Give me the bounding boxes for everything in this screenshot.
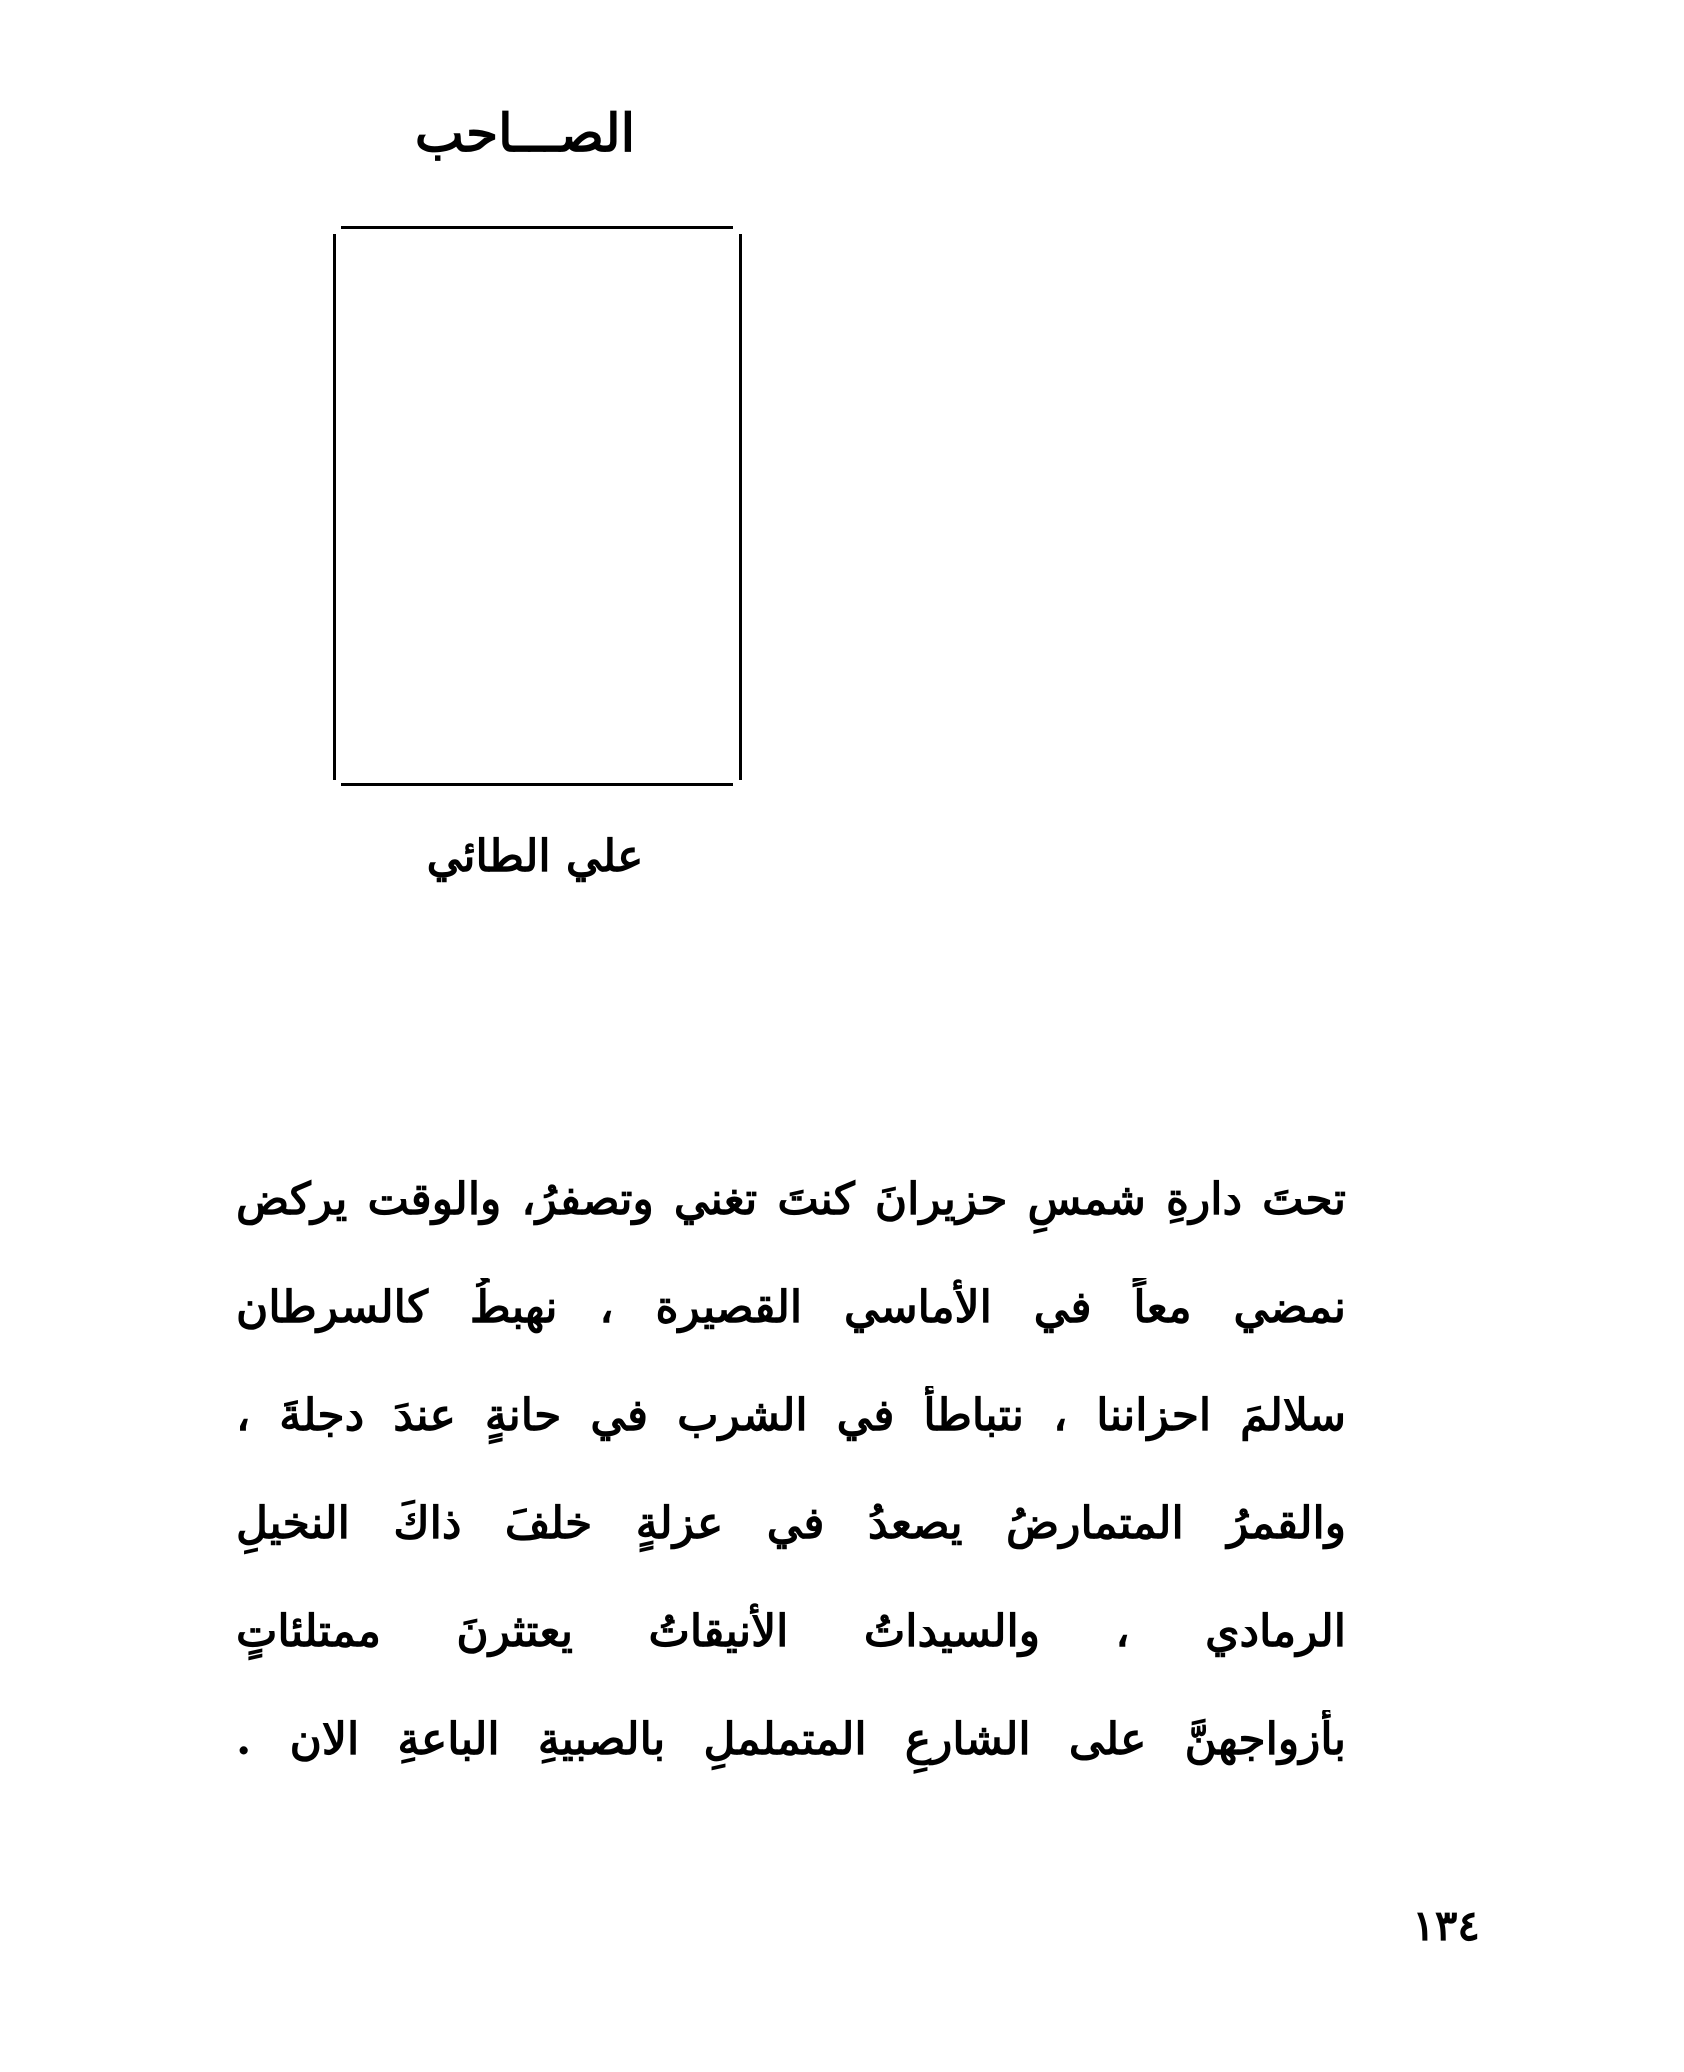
poem-line: تحتَ دارةِ شمسِ حزيرانَ كنتَ تغني وتصفرُ، والوقت يركض [236, 1174, 1346, 1225]
poem-line: سلالمَ احزاننا ، نتباطأ في الشرب في حانةٍ عندَ دجلةَ ، [236, 1390, 1346, 1441]
author-photo-frame [333, 226, 743, 786]
frame-top-border [341, 226, 733, 229]
poem-line: الرمادي ، والسيداتُ الأنيقاتُ يعتثرنَ ممتلئاتٍ [236, 1606, 1346, 1657]
poem-line: بأزواجهنَّ على الشارعِ المتململِ بالصبيةِ الباعةِ الان . [236, 1714, 1346, 1765]
frame-right-border [739, 234, 742, 780]
frame-bottom-border [341, 783, 733, 786]
poem-line: والقمرُ المتمارضُ يصعدُ في عزلةٍ خلفَ ذاكَ النخيلِ [236, 1498, 1346, 1549]
poem-line: نمضي معاً في الأماسي القصيرة ، نهبطُ كالسرطان [236, 1282, 1346, 1333]
page-title: الصـــاحب [414, 103, 636, 164]
page-number: ١٣٤ [1412, 1901, 1480, 1950]
poem-text [236, 1170, 1346, 1818]
frame-left-border [333, 234, 336, 780]
author-name: علي الطائي [426, 831, 644, 882]
